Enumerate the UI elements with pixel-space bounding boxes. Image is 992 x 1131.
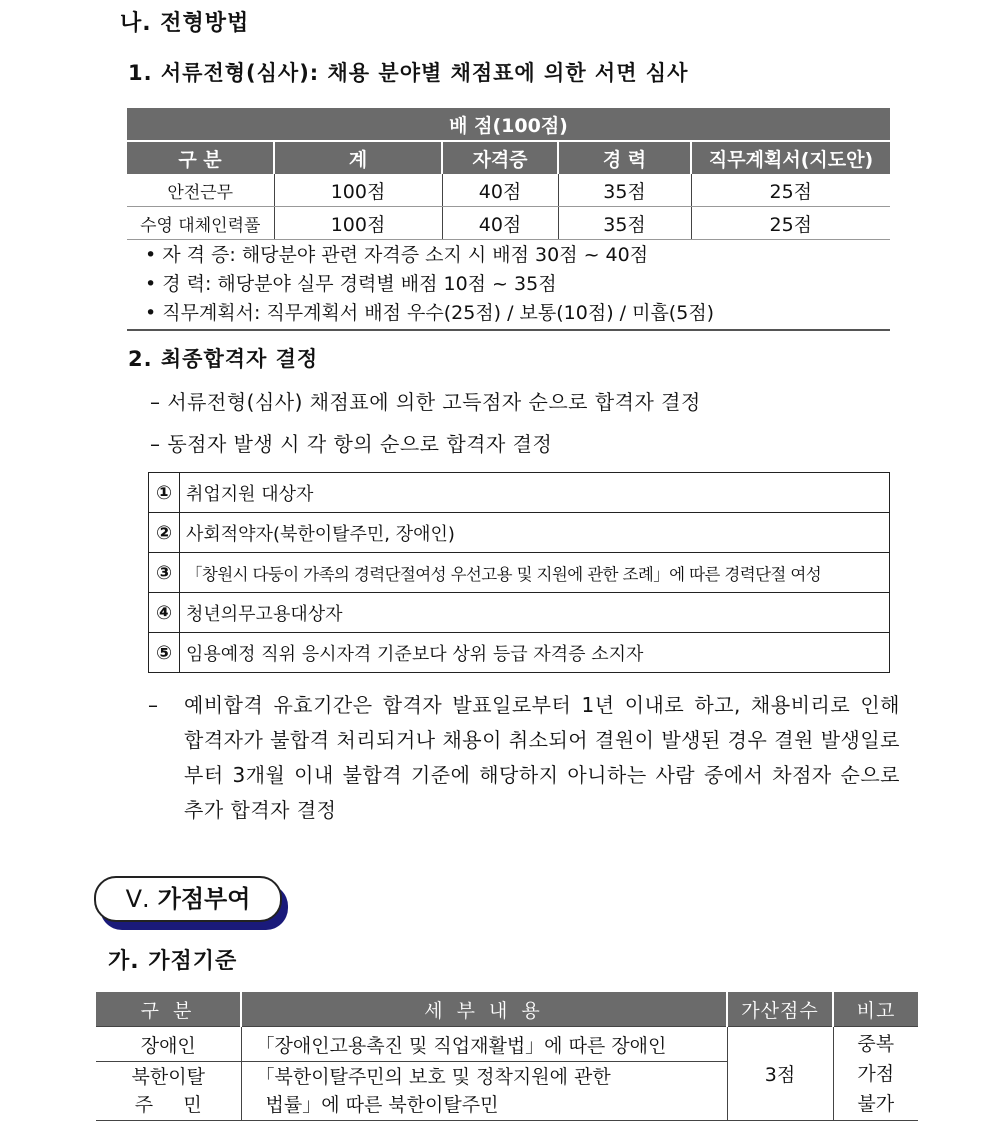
table-row (149, 553, 890, 593)
bonus-category-line: 주 민 (134, 1094, 202, 1116)
bonus-category (96, 1062, 241, 1121)
score-table (127, 108, 890, 240)
score-cell: 100점 (274, 174, 442, 207)
step2-line2: – 동점자 발생 시 각 항의 순으로 합격자 결정 (150, 432, 553, 456)
score-cell: 25점 (691, 174, 890, 207)
score-col-category: 구 분 (127, 141, 274, 174)
reserve-dash: – (148, 693, 158, 717)
bonus-remark-line: 불가 (857, 1092, 895, 1115)
score-cell: 안전근무 (127, 174, 274, 207)
note-plan: • 직무계획서: 직무계획서 배점 우수(25점) / 보통(10점) / 미흡(5점) (145, 302, 715, 324)
priority-text: 청년의무고용대상자 (180, 593, 890, 633)
tiebreak-table (148, 472, 890, 673)
priority-number: ④ (149, 593, 180, 633)
table-row (127, 207, 890, 240)
priority-number: ⑤ (149, 633, 180, 673)
bonus-col-detail: 세 부 내 용 (241, 992, 727, 1027)
priority-text: 사회적약자(북한이탈주민, 장애인) (180, 513, 890, 553)
section-title: 가점부여 (157, 885, 251, 913)
bonus-points: 3점 (727, 1027, 833, 1121)
score-col-plan: 직무계획서(지도안) (691, 141, 890, 174)
bonus-table (96, 992, 918, 1121)
priority-text: 임용예정 직위 응시자격 기준보다 상위 등급 자격증 소지자 (180, 633, 890, 673)
table-row (149, 593, 890, 633)
bonus-detail-line: 법률」에 따른 북한이탈주민 (265, 1094, 499, 1116)
section-badge (94, 876, 282, 922)
bonus-detail: 「장애인고용촉진 및 직업재활법」에 따른 장애인 (241, 1027, 727, 1062)
bonus-subtitle: 가. 가점기준 (108, 949, 238, 974)
score-notes (127, 241, 890, 331)
score-cell: 40점 (442, 207, 558, 240)
note-career: • 경 력: 해당분야 실무 경력별 배점 10점 ~ 35점 (145, 273, 557, 295)
bonus-category: 장애인 (96, 1027, 241, 1062)
table-row (96, 1027, 918, 1062)
step2-line1: – 서류전형(심사) 채점표에 의한 고득점자 순으로 합격자 결정 (150, 390, 701, 414)
bonus-category-line: 북한이탈 (131, 1066, 205, 1088)
reserve-paragraph (148, 688, 900, 828)
table-row (149, 633, 890, 673)
score-cell: 40점 (442, 174, 558, 207)
table-row (127, 174, 890, 207)
note-certificate: • 자 격 증: 해당분야 관련 자격증 소지 시 배점 30점 ~ 40점 (145, 244, 649, 266)
score-col-total: 계 (274, 141, 442, 174)
bonus-col-category: 구 분 (96, 992, 241, 1027)
priority-number: ① (149, 473, 180, 513)
reserve-text: 예비합격 유효기간은 합격자 발표일로부터 1년 이내로 하고, 채용비리로 인해 합격자가 불합격 처리되거나 채용이 취소되어 결원이 발생된 경우 결원 발생일로부터 3개월 이내 불합격 기준에 해당하지 아니하는 사람 중에서 차점자 순으로 추가 합격자 결정 (184, 693, 900, 822)
priority-text: 취업지원 대상자 (180, 473, 890, 513)
priority-number: ② (149, 513, 180, 553)
table-row (149, 473, 890, 513)
priority-text: 「창원시 다둥이 가족의 경력단절여성 우선고용 및 지원에 관한 조례」에 따른 경력단절 여성 (180, 553, 890, 593)
score-cell: 수영 대체인력풀 (127, 207, 274, 240)
step2-title: 2. 최종합격자 결정 (128, 347, 319, 371)
score-col-career: 경 력 (558, 141, 691, 174)
score-cell: 25점 (691, 207, 890, 240)
bonus-remark-line: 가점 (857, 1062, 895, 1085)
section-title-b: 나. 전형방법 (120, 11, 250, 36)
bonus-col-points: 가산점수 (727, 992, 833, 1027)
priority-number: ③ (149, 553, 180, 593)
table-row (149, 513, 890, 553)
bonus-col-remark: 비고 (833, 992, 918, 1027)
score-cell: 35점 (558, 174, 691, 207)
bonus-detail-line: 「북한이탈주민의 보호 및 정착지원에 관한 (255, 1066, 611, 1088)
score-table-header-top: 배 점(100점) (127, 108, 890, 141)
bonus-remark-line: 중복 (857, 1032, 895, 1055)
score-cell: 35점 (558, 207, 691, 240)
step1-title: 1. 서류전형(심사): 채용 분야별 채점표에 의한 서면 심사 (128, 61, 689, 85)
bonus-detail (241, 1062, 727, 1121)
score-cell: 100점 (274, 207, 442, 240)
score-col-certificate: 자격증 (442, 141, 558, 174)
bonus-remark (833, 1027, 918, 1121)
section-roman: Ⅴ. (125, 885, 150, 913)
